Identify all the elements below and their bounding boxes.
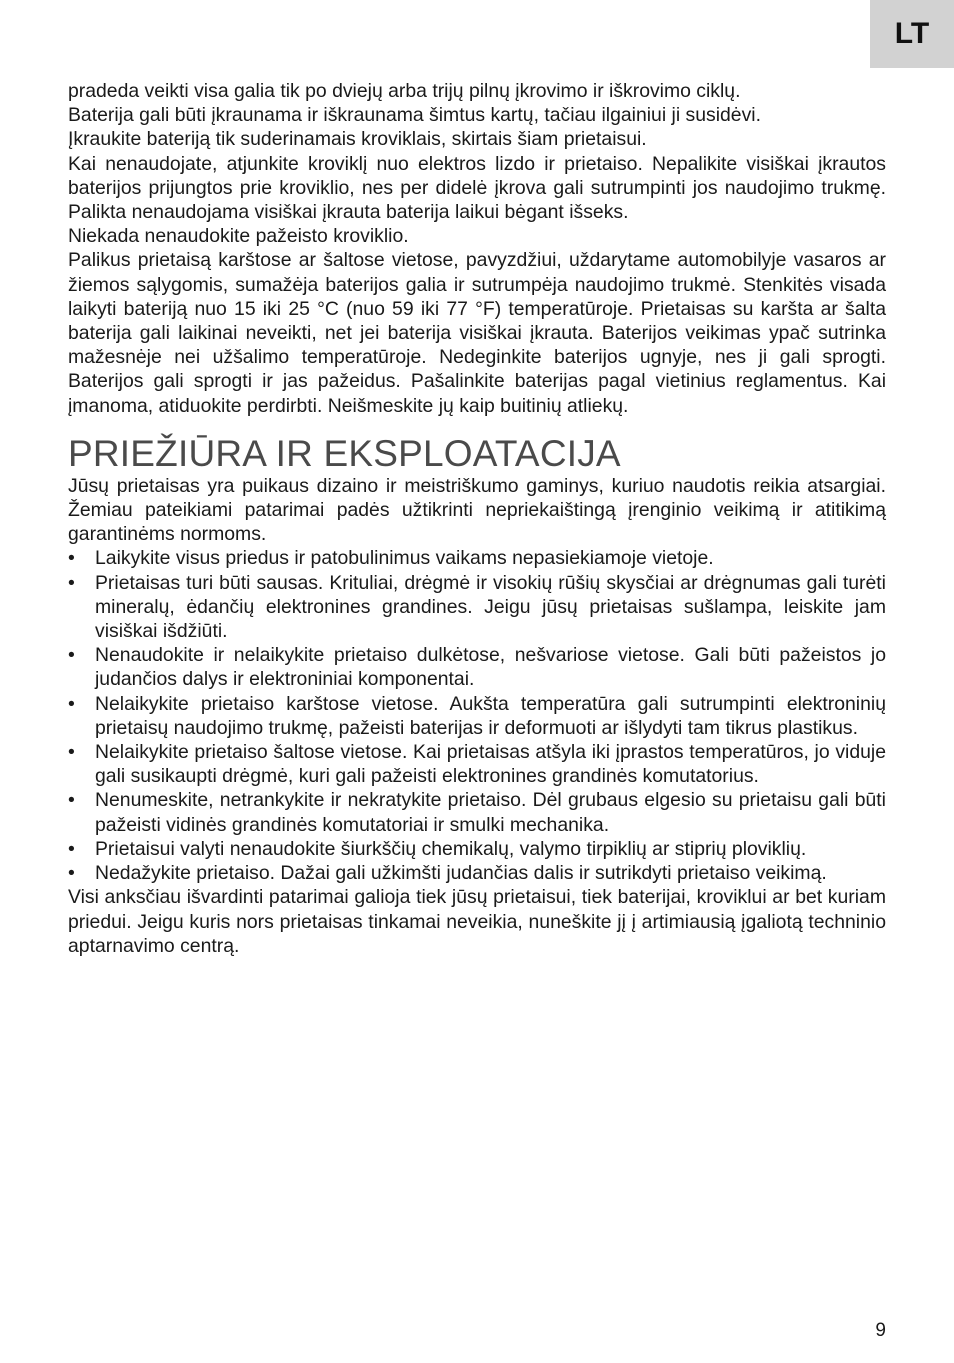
bullet-icon: • <box>68 547 75 570</box>
bullet-icon: • <box>68 789 75 812</box>
bullet-icon: • <box>68 741 75 764</box>
list-item <box>68 546 886 570</box>
intro-paragraph: Niekada nenaudokite pažeisto kroviklio. <box>68 225 409 248</box>
closing-paragraph: Visi anksčiau išvardinti patarimai galioja tiek jūsų prietaisui, tiek baterijai, kroviklui ar bet kuriam priedui. Jeigu kuris nors prietaisas tinkamai neveikia, nuneškite jį į artimiausią įgaliotą techninio aptarnavimo centrą. <box>68 886 886 957</box>
list-item-text: Laikykite visus priedus ir patobulinimus vaikams nepasiekiamoje vietoje. <box>95 547 714 570</box>
intro-paragraph: Baterija gali būti įkraunama ir iškraunama šimtus kartų, tačiau ilgainiui ji susidėvi. <box>68 104 761 127</box>
list-item <box>68 837 886 861</box>
section-intro: Jūsų prietaisas yra puikaus dizaino ir meistriškumo gaminys, kuriuo naudotis reikia atsargiai. Žemiau pateikiami patarimai padės užtikrinti nepriekaištingą įrenginio veikimą ir atitikimą garantinėms normoms. <box>68 474 886 546</box>
bullet-icon: • <box>68 692 75 715</box>
intro-paragraph: Palikus prietaisą karštose ar šaltose vietose, pavyzdžiui, uždarytame automobilyje vasaros ar žiemos sąlygomis, sumažėja baterijos galia ir sutrumpėja naudojimo trukmė. Stenkitės visada laikyti bateriją nuo 15 iki 25 °C (nuo 59 iki 77 °F) temperatūroje. Prietaisas su karšta ar šalta baterija gali laikinai neveikti, net jei baterija visiškai įkrauta. Baterijos veikimas ypač sutrinka mažesnėje nei užšalimo temperatūroje. Nedeginkite baterijos ugnyje, nes ji gali sprogti. Baterijos gali sprogti ir jas pažeidus. Pašalinkite baterijas pagal vietinius reglamentus. Kai įmanoma, atiduokite perdirbti. Neišmeskite jų kaip buitinių atliekų. <box>68 249 886 417</box>
language-tab: LT <box>870 0 954 68</box>
bullet-icon: • <box>68 644 75 667</box>
list-item-text: Nelaikykite prietaiso karštose vietose. Aukšta temperatūra gali sutrumpinti elektroninių prietaisų naudojimo trukmę, pažeisti baterijas ir deformuoti ar išlydyti tam tikrus plastikus. <box>95 692 886 739</box>
page-number: 9 <box>875 1320 886 1341</box>
list-item-text: Nelaikykite prietaiso šaltose vietose. Kai prietaisas atšyla iki įprastos temperatūros, jo viduje gali susikaupti drėgmė, kuri gali pažeisti elektronines grandinės komutatorius. <box>95 741 886 788</box>
page-content <box>68 79 886 958</box>
list-item <box>68 571 886 644</box>
list-item-text: Prietaisui valyti nenaudokite šiurkščių chemikalų, valymo tirpiklių ar stiprių ploviklių. <box>95 837 807 860</box>
bullet-icon: • <box>68 862 75 885</box>
bullet-icon: • <box>68 837 75 860</box>
bullet-icon: • <box>68 571 75 594</box>
list-item <box>68 692 886 740</box>
intro-paragraph: pradeda veikti visa galia tik po dviejų arba trijų pilnų įkrovimo ir iškrovimo ciklų. <box>68 80 741 102</box>
intro-paragraph: Kai nenaudojate, atjunkite kroviklį nuo elektros lizdo ir prietaiso. Nepalikite visiškai įkrautos baterijos prijungtos prie kroviklio, nes per didelė įkrova gali sutrumpinti jos naudojimo trukmę. Palikta nenaudojama visiškai įkrauta baterija laikui bėgant išseks. <box>68 152 886 224</box>
list-item-text: Prietaisas turi būti sausas. Krituliai, drėgmė ir visokių rūšių skysčiai ar drėgnumas gali turėti mineralų, ėdančių elektronines grandines. Jeigu jūsų prietaisas sušlampa, leiskite jam visiškai išdžiūti. <box>95 571 886 643</box>
list-item <box>68 861 886 885</box>
list-item <box>68 643 886 691</box>
list-item-text: Nenumeskite, netrankykite ir nekratykite prietaiso. Dėl grubaus elgesio su prietaisu gali būti pažeisti vidinės grandinės komutatoriai ir smulki mechanika. <box>95 789 886 836</box>
list-item <box>68 740 886 788</box>
care-tips-list <box>68 546 886 885</box>
intro-paragraph: Įkraukite bateriją tik suderinamais kroviklais, skirtais šiam prietaisui. <box>68 128 647 151</box>
section-heading: PRIEŽIŪRA IR EKSPLOATACIJA <box>68 432 621 474</box>
list-item-text: Nenaudokite ir nelaikykite prietaiso dulkėtose, nešvariose vietose. Gali būti pažeistos jo judančios dalys ir elektroniniai komponentai. <box>95 644 886 691</box>
list-item <box>68 788 886 836</box>
list-item-text: Nedažykite prietaiso. Dažai gali užkimšti judančias dalis ir sutrikdyti prietaiso veikimą. <box>95 862 827 885</box>
